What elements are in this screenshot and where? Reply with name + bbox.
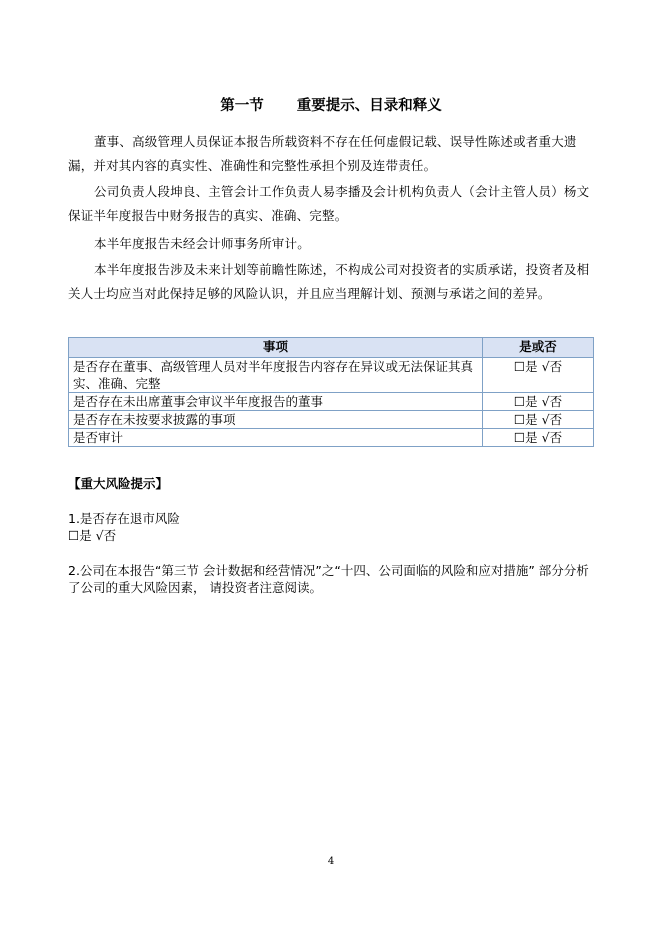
section-title: [0, 94, 662, 115]
paragraph-guarantee: 董事、高级管理人员保证本报告所载资料不存在任何虚假记载、误导性陈述或者重大遗漏，并对其内容的真实性、准确性和完整性承担个别及连带责任。: [68, 134, 577, 173]
table-cell-item: 是否存在未按要求披露的事项: [69, 411, 483, 429]
table-cell-item: 是否存在未出席董事会审议半年度报告的董事: [69, 393, 483, 411]
table-cell-item: 是否存在董事、高级管理人员对半年度报告内容存在异议或无法保证其真实、准确、完整: [69, 358, 483, 393]
section-heading: 重要提示、目录和释义: [296, 98, 442, 114]
section-number: 第一节: [220, 98, 264, 114]
table-cell-answer: ☐是 √否: [483, 393, 594, 411]
paragraph-forward-looking: 本半年度报告涉及未来计划等前瞻性陈述，不构成公司对投资者的实质承诺，投资者及相关人士均应当对此保持足够的风险认识，并且应当理解计划、预测与承诺之间的差异。: [68, 262, 590, 301]
paragraph-responsible-persons: 公司负责人段坤良、主管会计工作负责人易李播及会计机构负责人（会计主管人员）杨文保证半年度报告中财务报告的真实、准确、完整。: [68, 184, 590, 223]
table-header-answer: 是或否: [483, 338, 594, 358]
table-row: [69, 358, 594, 393]
table-header-row: [69, 338, 594, 358]
table-cell-answer: ☐是 √否: [483, 358, 594, 393]
risk-heading: 【重大风险提示】: [68, 476, 169, 491]
page-number: 4: [327, 856, 335, 867]
paragraph-audit-status: 本半年度报告未经会计师事务所审计。: [94, 236, 310, 251]
table-row: [69, 429, 594, 447]
table-header-item: 事项: [69, 338, 483, 358]
table-cell-answer: ☐是 √否: [483, 429, 594, 447]
risk-item-2-text: 2.公司在本报告“第三节 会计数据和经营情况”之“十四、公司面临的风险和应对措施” 部分分析了公司的重大风险因素， 请投资者注意阅读。: [68, 563, 589, 595]
risk-item-1-answer: ☐是 √否: [68, 528, 117, 543]
table-cell-item: 是否审计: [69, 429, 483, 447]
table-cell-answer: ☐是 √否: [483, 411, 594, 429]
disclosure-table: [68, 337, 594, 447]
table-row: [69, 393, 594, 411]
risk-item-1-question: 1.是否存在退市风险: [68, 511, 180, 526]
table-row: [69, 411, 594, 429]
